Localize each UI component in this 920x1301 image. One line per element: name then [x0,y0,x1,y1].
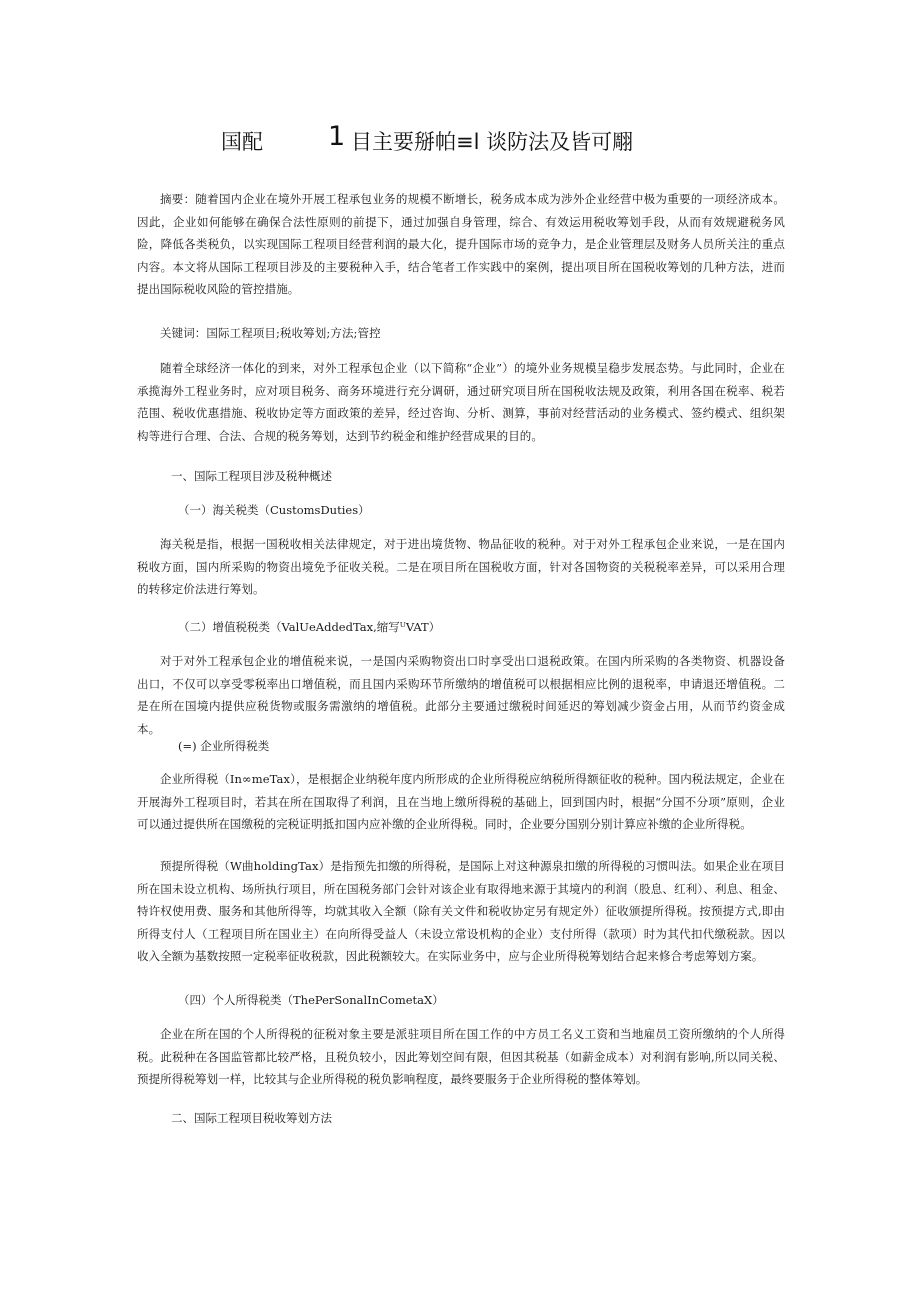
personal-text: 企业在所在国的个人所得税的征税对象主要是派驻项目所在国工作的中方员工名义工资和当地雇员工资所缴纳的个人所得税。此税种在各国监管都比较严格，且税负较小，因此筹划空间有限，但因其税基（如薪金成本）对利润有影响,所以同关税、预提所得税筹划一样，比较其与企业所得税的税负影响程度，最终要服务于企业所得税的整体筹划。 [137,1027,785,1086]
income-block [137,768,785,836]
intro-block [137,357,785,447]
section-heading-2: 二、国际工程项目税收筹划方法 [171,1111,332,1125]
subsection-heading-customs: （一）海关税类（CustomsDuties） [178,503,370,517]
title-part-1: 国配 [221,130,263,154]
keywords-block [137,322,785,345]
abstract-text: 摘要：随着国内企业在境外开展工程承包业务的规模不断增长，税务成本成为涉外企业经营中极为重要的一项经济成本。因此，企业如何能够在确保合法性原则的前提下，通过加强自身管理，综合、有效运用税收筹划手段，从而有效规避税务风险，降低各类税负，以实现国际工程项目经营利润的最大化，提升国际市场的竞争力，是企业管理层及财务人员所关注的重点内容。本文将从国际工程项目涉及的主要税种入手，结合笔者工作实践中的案例，提出项目所在国税收筹划的几种方法，进而提出国际税收风险的管控措施。 [137,192,785,296]
vat-text: 对于对外工程承包企业的增值税来说，一是国内采购物资出口时享受出口退税政策。在国内所采购的各类物资、机器设备出口，不仅可以享受零税率出口增值税，而且国内采购环节所缴纳的增值税可以根据相应比例的退税率，申请退还增值税。二是在所在国境内提供应税货物或服务需激纳的增值税。此部分主要通过缴税时间延迟的筹划减少资金占用，从而节约资金成本。 [137,654,785,736]
customs-text: 海关税是指，根据一国税收相关法律规定，对于进出境货物、物品征收的税种。对于对外工程承包企业来说，一是在国内税收方面，国内所采购的物资出境免予征收关税。二是在项目所在国税收方面，针对各国物资的关税税率差异，可以采用合理的转移定价法进行筹划。 [137,537,785,596]
subsection-heading-personal: （四）个人所得税类（ThePerSonalInCometaX） [178,993,444,1007]
personal-block [137,1023,785,1091]
title-part-3: 目主要掰帕≡l 谈防法及皆可翢 [351,130,634,154]
income-text-1: 企业所得税（In∞meTax），是根据企业纳税年度内所形成的企业所得税应纳税所得额征收的税种。国内税法规定，企业在开展海外工程项目时，若其在所在国取得了利润，且在当地上缴所得税的基础上，回到国内时，根据“分国不分项”原则，企业可以通过提供所在国缴税的完税证明抵扣国内应补缴的企业所得税。同时，企业要分国别分别计算应补缴的企业所得税。 [137,772,785,831]
intro-text: 随着全球经济一体化的到来，对外工程承包企业（以下简称“企业”）的境外业务规模呈稳步发展态势。与此同时，企业在承揽海外工程业务时，应对项目税务、商务环境进行充分调研，通过研究项目所在国税收法规及政策，利用各国在税率、税若范围、税收优惠措施、税收协定等方面政策的差异，经过咨询、分析、测算，事前对经营活动的业务模式、签约模式、组织架构等进行合理、合法、合规的税务筹划，达到节约税金和维护经营成果的目的。 [137,361,785,443]
keywords-text: 关键词：国际工程项目;税收筹划;方法;管控 [160,326,381,340]
title-part-2: 1 [328,121,346,152]
subsection-heading-income: (=) 企业所得税类 [178,739,270,753]
section-heading-1: 一、国际工程项目涉及税种概述 [171,469,332,483]
income-text-2: 预提所得税（W曲holdingTax）是指预先扣缴的所得税，是国际上对这种源泉扣缴的所得税的习惯叫法。如果企业在项目所在国未设立机构、场所执行项目，所在国税务部门会针对该企业有取得地来源于其境内的利润（股息、红利）、利息、租金、特许权使用费、服务和其他所得等，均就其收入全额（除有关文件和税收协定另有规定外）征收颁提所得税。按预提方式,即由所得支付人（工程项目所在国业主）在向所得受益人（未设立常设机构的企业）支付所得（款项）时为其代扣代缴税款。因以收入全额为基数按照一定税率征收税款，因此税额较大。在实际业务中，应与企业所得税筹划结合起来修合考虑筹划方案。 [137,859,785,963]
withholding-block [137,855,785,968]
page-title [221,121,681,160]
abstract-block [137,188,785,301]
customs-block [137,533,785,601]
vat-block [137,650,785,740]
subsection-heading-vat: （二）增值税税类（ValUeAddedTax,缩写ᵁVAT） [178,620,441,634]
